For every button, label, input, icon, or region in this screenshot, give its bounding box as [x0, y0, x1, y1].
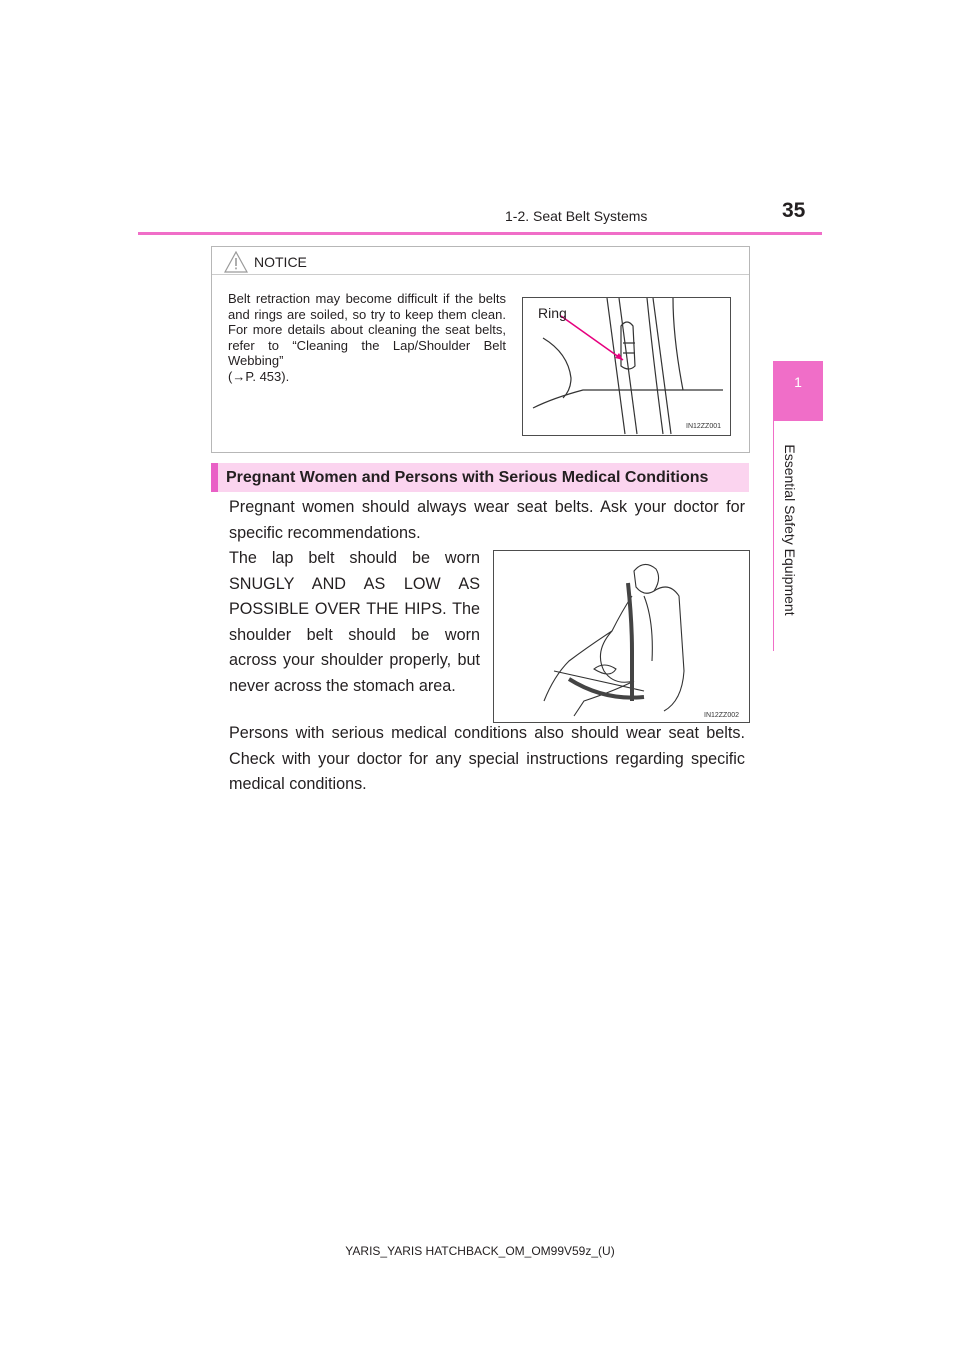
chapter-tab [773, 361, 823, 421]
section-heading: Pregnant Women and Persons with Serious Medical Conditions [226, 469, 709, 486]
figure-code: IN12ZZ001 [686, 423, 722, 430]
notice-text: Belt retraction may become difficult if the belts and rings are soiled, so try to keep them clean. For more details about cleaning the seat belts, refer to “Cleaning the Lap/Shoulder Belt Webbing” [228, 291, 506, 368]
paragraph-lap-belt: The lap belt should be worn SNUGLY AND AS LOW AS POSSIBLE OVER THE HIPS. The shoulder belt should be worn across your shoulder properly, but never across the stomach area. [229, 549, 480, 695]
header-divider [138, 232, 822, 235]
reference-arrow-icon: → [232, 368, 246, 384]
page-number: 35 [782, 199, 806, 222]
paragraph-medical-conditions: Persons with serious medical conditions also should wear seat belts. Check with your doctor for any special instructions regarding specific medical conditions. [229, 724, 745, 793]
notice-body: Belt retraction may become difficult if the belts and rings are soiled, so try to keep them clean. For more details about cleaning the seat belts, refer to “Cleaning the Lap/Shoulder Belt Webbing” (→P. 453). [228, 291, 506, 384]
section-title: 1-2. Seat Belt Systems [505, 208, 648, 224]
notice-title: NOTICE [254, 254, 307, 270]
chapter-title: Essential Safety Equipment [782, 444, 798, 616]
page-footer: YARIS_YARIS HATCHBACK_OM_OM99V59z_(U) [345, 1244, 615, 1258]
figure-code-2: IN12ZZ002 [704, 712, 740, 719]
figure-label-ring: Ring [538, 305, 567, 321]
paragraph-pregnant-women: Pregnant women should always wear seat belts. Ask your doctor for specific recommendations. [229, 498, 745, 542]
chapter-number: 1 [794, 374, 802, 390]
chapter-tab-line [773, 421, 774, 651]
warning-triangle-icon [224, 251, 248, 273]
section-heading-accent [211, 463, 218, 492]
pregnant-seatbelt-figure [493, 550, 750, 723]
pregnant-woman-illustration [494, 551, 749, 722]
notice-header-divider [212, 274, 749, 275]
page-reference[interactable]: P. 453). [245, 368, 290, 384]
